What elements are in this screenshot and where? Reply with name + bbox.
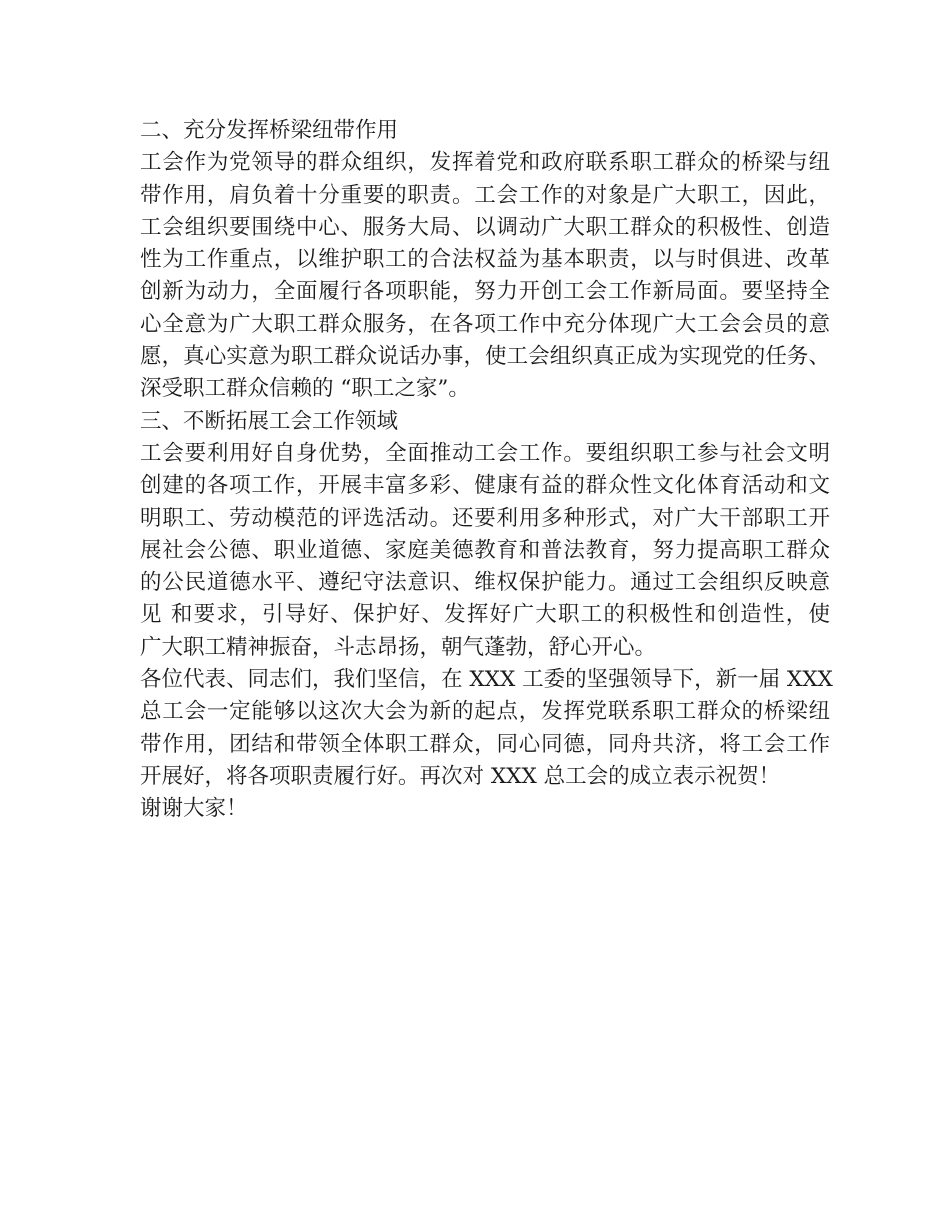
text-line: 工会作为党领导的群众组织，发挥着党和政府联系职工群众的桥梁与纽 [140,150,830,176]
text-line: 三、不断拓展工会工作领域 [140,408,399,434]
text-line: 工会要利用好自身优势，全面推动工会工作。要组织职工参与社会文明 [140,440,830,466]
text-line: 展社会公德、职业道德、家庭美德教育和普法教育，努力提高职工群众 [140,537,830,563]
text-line: 开展好，将各项职责履行好。再次对 XXX 总工会的成立表示祝贺！ [140,763,781,789]
text-line: 明职工、劳动模范的评选活动。还要利用多种形式，对广大干部职工开 [140,505,830,531]
text-line: 谢谢大家！ [140,796,248,822]
text-line: 创建的各项工作，开展丰富多彩、健康有益的群众性文化体育活动和文 [140,473,830,499]
text-line: 各位代表、同志们，我们坚信，在 XXX 工委的坚强领导下，新一届 XXX [140,667,833,693]
text-line: 的公民道德水平、遵纪守法意识、维权保护能力。通过工会组织反映意 [140,570,830,596]
text-line: 广大职工精神振奋，斗志昂扬，朝气蓬勃，舒心开心。 [140,634,657,660]
text-line: 带作用，团结和带领全体职工群众，同心同德，同舟共济，将工会工作 [140,731,830,757]
text-line: 愿，真心实意为职工群众说话办事，使工会组织真正成为实现党的任务、 [140,344,830,370]
text-line: 创新为动力，全面履行各项职能，努力开创工会工作新局面。要坚持全 [140,279,830,305]
text-line: 见 和要求，引导好、保护好、发挥好广大职工的积极性和创造性，使 [140,602,830,628]
text-line: 工会组织要围绕中心、服务大局、以调动广大职工群众的积极性、创造 [140,214,830,240]
text-line: 总工会一定能够以这次大会为新的起点，发挥党联系职工群众的桥梁纽 [140,699,830,725]
text-line: 深受职工群众信赖的 “职工之家”。 [140,376,470,402]
text-line: 带作用，肩负着十分重要的职责。工会工作的对象是广大职工，因此， [140,182,830,208]
text-line: 心全意为广大职工群众服务，在各项工作中充分体现广大工会会员的意 [140,311,830,337]
text-line: 二、充分发挥桥梁纽带作用 [140,118,399,143]
document-body [140,115,833,826]
text-line: 性为工作重点，以维护职工的合法权益为基本职责，以与时俱进、改革 [140,247,830,273]
